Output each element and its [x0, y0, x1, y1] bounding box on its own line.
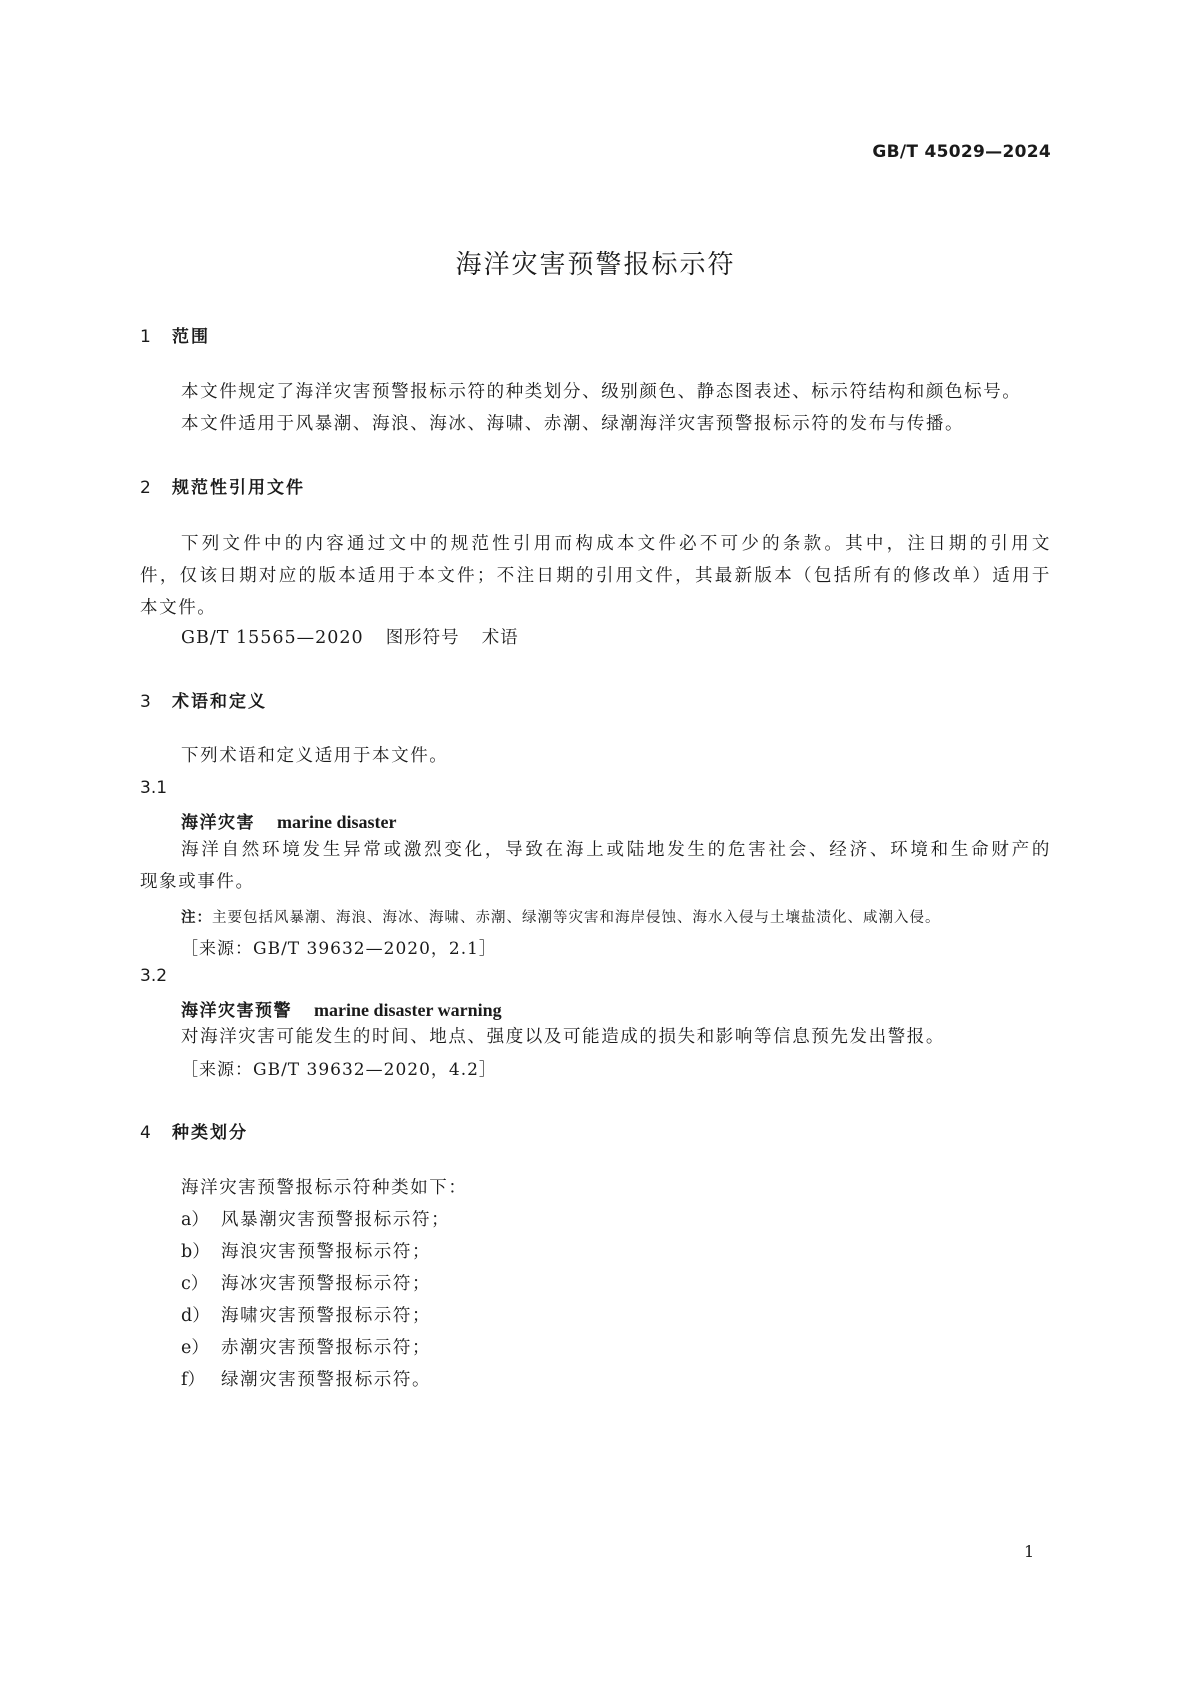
list-marker: e）: [181, 1338, 209, 1358]
note-text: 主要包括风暴潮、海浪、海冰、海啸、赤潮、绿潮等灾害和海岸侵蚀、海水入侵与土壤盐渍化、咸潮入侵。: [212, 910, 941, 926]
section-number: 2: [140, 478, 151, 498]
term-definition-line-2: 现象或事件。: [140, 872, 255, 892]
section-number: 3: [140, 692, 151, 712]
list-text: 海冰灾害预警报标示符；: [221, 1274, 432, 1294]
list-marker: d）: [181, 1306, 210, 1326]
scope-paragraph-2: 本文件适用于风暴潮、海浪、海冰、海啸、赤潮、绿潮海洋灾害预警报标示符的发布与传播。: [181, 414, 965, 434]
list-item: [181, 1332, 431, 1364]
list-text: 海浪灾害预警报标示符；: [221, 1242, 432, 1262]
list-text: 赤潮灾害预警报标示符；: [221, 1338, 432, 1358]
term-english: marine disaster: [277, 812, 397, 832]
list-item: [181, 1300, 431, 1332]
document-title: 海洋灾害预警报标示符: [455, 250, 736, 280]
list-item: [181, 1268, 431, 1300]
reference-subtitle: 术语: [481, 628, 519, 648]
term-note: [181, 906, 941, 927]
page-number: 1: [1024, 1542, 1035, 1561]
section-title: 规范性引用文件: [172, 478, 305, 498]
scope-paragraph-1: 本文件规定了海洋灾害预警报标示符的种类划分、级别颜色、静态图表述、标示符结构和颜色标号。: [181, 382, 1022, 402]
list-item: [181, 1236, 431, 1268]
section-1-heading: [140, 322, 210, 347]
term-definition-line-1: 对海洋灾害可能发生的时间、地点、强度以及可能造成的损失和影响等信息预先发出警报。: [181, 1027, 945, 1047]
list-text: 绿潮灾害预警报标示符。: [221, 1370, 432, 1390]
references-intro-line-3: 本文件。: [140, 598, 217, 618]
standard-code: GB/T 45029—2024: [872, 142, 1051, 162]
list-item: [181, 1204, 450, 1236]
term-number: 3.1: [140, 778, 168, 798]
terms-intro: 下列术语和定义适用于本文件。: [181, 746, 449, 766]
list-marker: b）: [181, 1242, 210, 1262]
section-title: 范围: [172, 327, 210, 347]
term-heading: [181, 808, 396, 833]
section-number: 4: [140, 1123, 151, 1143]
section-2-heading: [140, 473, 305, 498]
list-marker: c）: [181, 1274, 209, 1294]
references-intro-line-1: 下列文件中的内容通过文中的规范性引用而构成本文件必不可少的条款。其中，注日期的引用文: [181, 534, 1051, 554]
term-number: 3.2: [140, 966, 168, 986]
section-3-heading: [140, 687, 267, 712]
reference-entry: [181, 624, 519, 649]
term-source: ［来源：GB/T 39632—2020，2.1］: [181, 939, 497, 959]
term-heading: [181, 996, 502, 1021]
list-text: 海啸灾害预警报标示符；: [221, 1306, 432, 1326]
reference-code: GB/T 15565—2020: [181, 628, 364, 648]
note-label: 注：: [181, 910, 212, 926]
term-english: marine disaster warning: [314, 1000, 502, 1020]
section-number: 1: [140, 327, 151, 347]
section-4-heading: [140, 1118, 248, 1143]
list-marker: f）: [181, 1370, 205, 1390]
section-title: 术语和定义: [172, 692, 267, 712]
references-intro-line-2: 件，仅该日期对应的版本适用于本文件；不注日期的引用文件，其最新版本（包括所有的修改单）适用于: [140, 566, 1051, 586]
section-title: 种类划分: [172, 1123, 248, 1143]
categories-intro: 海洋灾害预警报标示符种类如下：: [181, 1178, 468, 1198]
term-source: ［来源：GB/T 39632—2020，4.2］: [181, 1060, 497, 1080]
reference-title: 图形符号: [385, 628, 460, 648]
term-chinese: 海洋灾害预警: [181, 1001, 292, 1021]
list-marker: a）: [181, 1210, 209, 1230]
list-text: 风暴潮灾害预警报标示符；: [221, 1210, 451, 1230]
term-chinese: 海洋灾害: [181, 813, 255, 833]
term-definition-line-1: 海洋自然环境发生异常或激烈变化，导致在海上或陆地发生的危害社会、经济、环境和生命财产的: [181, 840, 1051, 860]
list-item: [181, 1364, 431, 1396]
